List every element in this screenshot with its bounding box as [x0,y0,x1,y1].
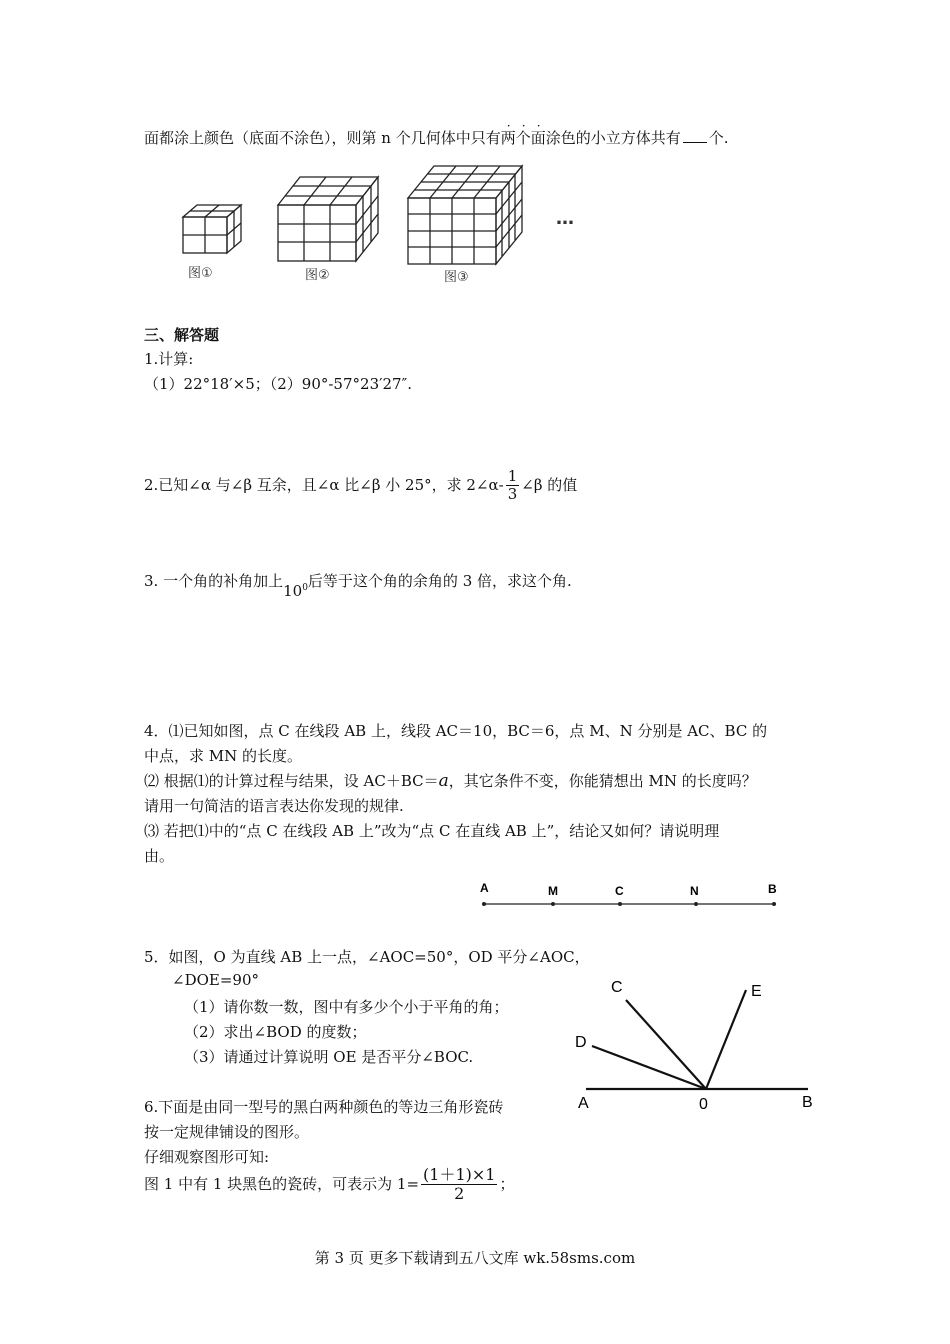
q2-text-pre: 2.已知∠α 与∠β 互余，且∠α 比∠β 小 25°，求 2∠α- [144,475,504,494]
label-o: 0 [699,1096,708,1113]
point-m-dot [551,902,555,906]
emph-char-1: · 两 [500,119,516,147]
label-b: B [802,1094,813,1111]
q6-line-4: 图 1 中有 1 块黑色的瓷砖，可表示为 1= $\frac{(1+1)\times 1}{2}$ ； [144,1165,515,1204]
q4-variable-a: a [438,771,449,791]
point-n-dot [694,902,698,906]
q4-line-1: 4．⑴已知如图，点 C 在线段 AB 上，线段 AC＝10，BC＝6，点 M、N 分别是 AC、BC 的 [144,722,768,740]
ray-oe [706,990,746,1089]
q2-line [144,468,577,504]
point-b-dot [772,902,776,906]
q2-text-post: ∠β 的值 [521,475,578,494]
q5-sub-1: （1）请你数一数，图中有多少个小于平角的角； [184,998,509,1016]
q3-text-pre: 3. 一个角的补角加上 [144,572,284,590]
intro-text-2: 涂色的小立方体共有 [545,129,681,147]
q6-line-2: 按一定规律铺设的图形。 [144,1123,310,1141]
q6-line-3: 仔细观察图形可知: [144,1148,270,1166]
cube-figure-3 [408,166,522,264]
label-a: A [578,1095,589,1112]
segment-figure [470,878,790,914]
q2-fraction: $\frac{1}{3}$ [507,467,518,504]
q6-fraction: $\frac{(1+1)\times 1}{2}$ [423,1165,496,1204]
figure-ellipsis: … [556,208,574,229]
q1-body: （1）22°18′×5；（2）90°-57°23′27″. [144,375,412,393]
q3-text-post: 后等于这个角的余角的 3 倍，求这个角. [307,572,572,590]
q4-line-6: 由。 [144,847,175,865]
point-c-dot [618,902,622,906]
point-m-label: M [548,884,558,898]
answer-blank [683,128,707,143]
page-footer: 第 3 页 更多下载请到五八文库 wk.58sms.com [314,1249,636,1267]
label-e: E [751,983,762,1000]
q5-line-2: ∠DOE=90° [172,971,259,989]
emph-char-2: · 个 [515,119,531,147]
q5-sub-2: （2）求出∠BOD 的度数； [184,1023,367,1041]
point-c-label: C [615,884,624,898]
ray-oc [626,1000,706,1089]
q6-line-1: 6.下面是由同一型号的黑白两种颜色的等边三角形瓷砖 [144,1098,504,1116]
section-title: 三、解答题 [144,326,220,344]
q1-title: 1.计算: [144,350,194,368]
point-a-dot [482,902,486,906]
q4-line-4: 请用一句简洁的语言表达你发现的规律. [144,797,404,815]
q3-line [144,570,572,600]
intro-line [144,119,729,148]
angle-figure [570,970,830,1120]
intro-text-1: 面都涂上颜色（底面不涂色），则第 n 个几何体中只有 [144,129,501,147]
q4-line-2: 中点，求 MN 的长度。 [144,747,303,765]
point-b-label: B [768,882,777,896]
q4-line-3: ⑵ 根据⑴的计算过程与结果，设 AC＋BC＝a，其它条件不变，你能猜想出 MN 的长度吗？ [144,771,757,791]
figure-label-2: 图② [305,268,330,283]
point-n-label: N [690,884,699,898]
ray-od [592,1046,706,1089]
q4-line-5: ⑶ 若把⑴中的“点 C 在线段 AB 上”改为“点 C 在直线 AB 上”，结论又如何？请说明理 [144,822,720,840]
q3-degree: $10^0$ [283,582,308,600]
intro-text-3: 个. [708,129,729,147]
cube-figure-2 [278,177,378,261]
point-a-label: A [480,881,489,895]
cube-figure-1 [183,205,241,253]
figure-label-1: 图① [188,266,213,281]
figure-label-3: 图③ [444,270,469,285]
label-d: D [575,1034,587,1051]
emph-char-3: · 面 [530,119,546,147]
q5-sub-3: （3）请通过计算说明 OE 是否平分∠BOC. [184,1048,474,1066]
q5-line-1: 5．如图，O 为直线 AB 上一点，∠AOC=50°，OD 平分∠AOC， [144,948,590,966]
label-c: C [611,979,623,996]
